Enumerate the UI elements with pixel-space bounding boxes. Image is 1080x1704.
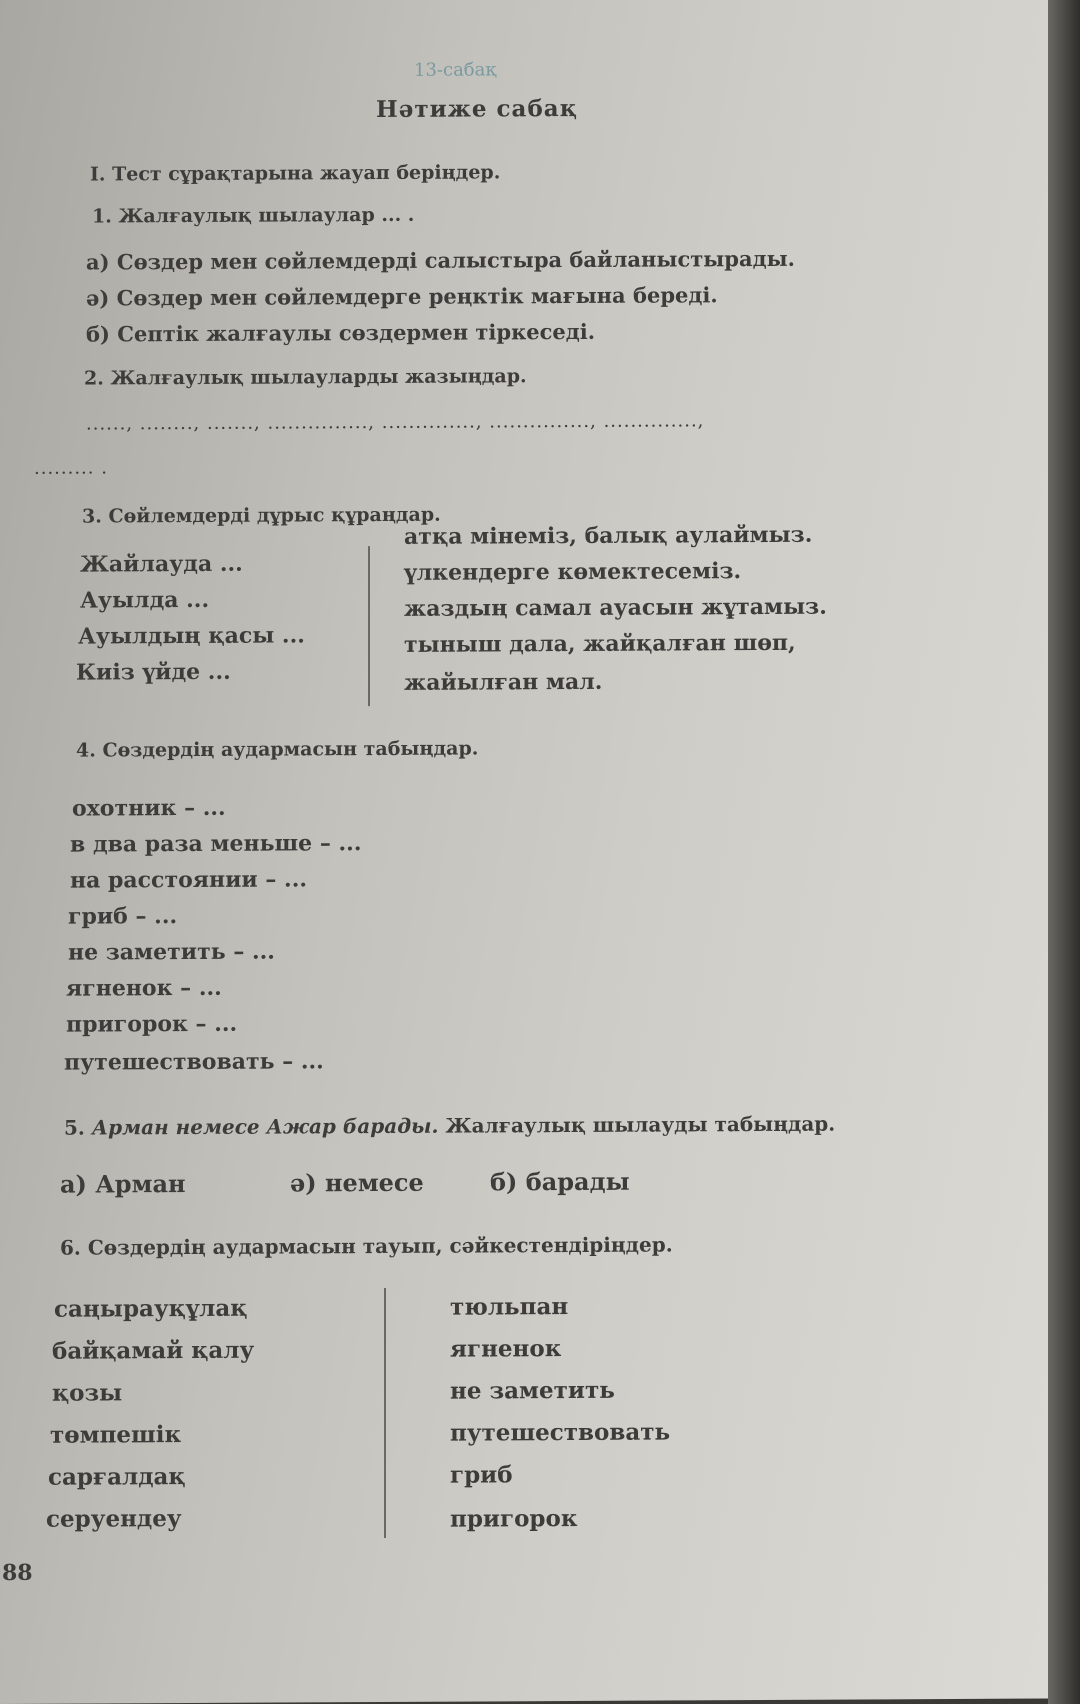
task6-left-item: серуендеу	[46, 1505, 182, 1533]
task3-left-item: Жайлауда ...	[80, 550, 243, 578]
task3-right-item: жаздың самал ауасын жұтамыз.	[404, 593, 827, 622]
task5-option-a: а) Арман	[60, 1169, 186, 1199]
task6-heading: 6. Сөздердің аудармасын тауып, сәйкестендіріңдер.	[60, 1232, 673, 1260]
task6-right-item: пригорок	[450, 1504, 578, 1533]
task6-left-item: төмпешік	[50, 1421, 182, 1449]
task4-item: охотник – ...	[72, 794, 226, 822]
task1-question2: 2. Жалғаулық шылауларды жазыңдар.	[84, 365, 527, 390]
task1-option-a: а) Сөздер мен сөйлемдерді салыстыра байланыстырады.	[86, 245, 795, 275]
task4-item: гриб – ...	[68, 903, 178, 930]
task1-option-ae: ә) Сөздер мен сөйлемдерге реңктік мағына береді.	[86, 282, 718, 311]
task6-right-item: гриб	[450, 1461, 513, 1489]
task4-item: на расстоянии – ...	[70, 866, 308, 894]
task3-left-item: Ауылда ...	[80, 586, 210, 614]
task1-option-b: б) Септік жалғаулы сөздермен тіркеседі.	[86, 318, 596, 347]
task6-right-item: тюльпан	[450, 1293, 569, 1321]
task4-item: ягненок – ...	[66, 974, 222, 1002]
task5-instruction: Жалғаулық шылауды табыңдар.	[445, 1111, 836, 1138]
task6-left-item: қозы	[52, 1379, 123, 1407]
task4-item: в два раза меньше – ...	[70, 830, 362, 858]
task5-option-b: б) барады	[490, 1166, 630, 1197]
task6-left-item: сарғалдақ	[48, 1463, 186, 1491]
page-title: Нәтиже сабақ	[376, 94, 578, 124]
page-number: 88	[2, 1559, 33, 1586]
task6-right-item: ягненок	[450, 1335, 562, 1363]
task5-sentence: Арман немесе Ажар барады.	[91, 1113, 439, 1140]
task4-heading: 4. Сөздердің аудармасын табыңдар.	[76, 737, 479, 762]
task4-item: пригорок – ...	[66, 1010, 238, 1038]
task6-right-item: не заметить	[450, 1376, 615, 1405]
task5-option-ae: ә) немесе	[290, 1167, 424, 1198]
task1-heading: I. Тест сұрақтарына жауап беріңдер.	[90, 161, 501, 186]
task6-left-item: саңырауқұлақ	[54, 1294, 248, 1323]
task5-number: 5.	[64, 1115, 85, 1140]
column-divider	[384, 1288, 386, 1538]
task3-heading: 3. Сөйлемдерді дұрыс құраңдар.	[82, 503, 441, 528]
task5-heading	[64, 1112, 835, 1140]
task3-right-item: жайылған мал.	[404, 668, 603, 696]
task3-right-item: үлкендерге көмектесеміз.	[404, 558, 742, 586]
task3-left-item: Киіз үйде ...	[76, 658, 231, 686]
task6-right-item: путешествовать	[450, 1418, 671, 1447]
answer-dots-line: ......... .	[34, 457, 108, 479]
task6-left-item: байқамай қалу	[52, 1336, 255, 1365]
task4-item: путешествовать – ...	[64, 1048, 324, 1076]
answer-dots-line: ......, ........, ......., ..............., .............., ..............., ..............,	[86, 410, 705, 435]
task3-left-item: Ауылдың қасы ...	[78, 622, 305, 650]
task1-question1: 1. Жалғаулық шылаулар ... .	[92, 203, 415, 228]
page-edge-shadow	[1048, 0, 1080, 1704]
task3-right-item: атқа мінеміз, балық аулаймыз.	[404, 521, 813, 550]
task3-right-item: тыныш дала, жайқалған шөп,	[404, 629, 796, 658]
task4-item: не заметить – ...	[68, 938, 275, 966]
lesson-number: 13-сабақ	[414, 59, 497, 81]
column-divider	[368, 546, 370, 706]
